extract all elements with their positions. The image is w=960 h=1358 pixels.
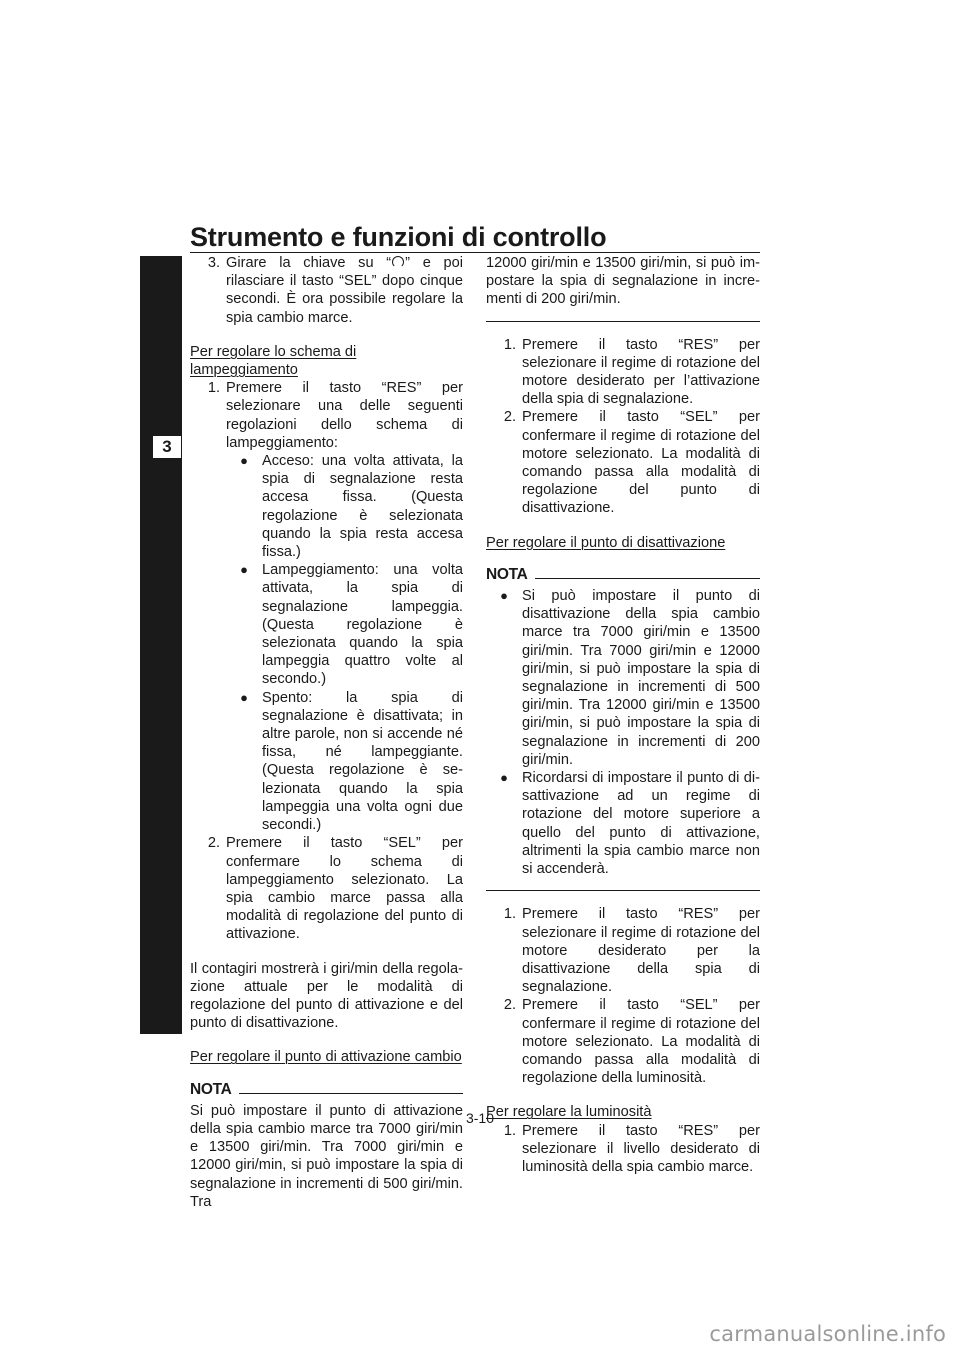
list-item <box>226 452 463 561</box>
pattern-step-1 <box>190 379 463 452</box>
bullet-icon: ● <box>500 588 508 604</box>
title-rule <box>190 252 760 253</box>
bullet-text: Acceso: una volta attivata, la spia di segnalazione resta accesa fissa. (Questa regolazione è selezionata quando la spia resta accesa fissa.) <box>262 453 463 561</box>
nota-header <box>190 1081 463 1099</box>
right-column <box>486 254 760 1176</box>
bullet-icon: ● <box>240 689 248 705</box>
watermark[interactable]: carmanualsonline.info <box>709 1322 946 1346</box>
left-column <box>190 254 463 1211</box>
heading-brightness: Per regolare la luminosità <box>486 1104 652 1121</box>
brightness-step-1 <box>486 1122 760 1177</box>
nota-rule <box>239 1093 463 1094</box>
step-number: 1. <box>503 336 516 353</box>
key-on-position-icon <box>392 256 404 268</box>
deactivation-step-1 <box>486 905 760 996</box>
step-text: Premere il tasto “RES” per selezionare il regime di rotazione del motore desiderato per l’attivazione della spia di segnalazione. <box>522 336 760 408</box>
nota-end-rule <box>486 890 760 891</box>
page-title: Strumento e funzioni di controllo <box>190 222 607 252</box>
step-text: Premere il tasto “SEL” per confermare lo schema di lampeggiamento selezionato. La spia cambio marce passa alla modalità di regolazione del punto di attivazione. <box>226 835 463 943</box>
bullet-icon: ● <box>240 562 248 578</box>
step-text: Premere il tasto “SEL” per confermare il regime di rotazione del motore selezionato. La modalità di comando passa alla modalità di regolazione del punto di disattivazione. <box>522 409 760 517</box>
list-item <box>486 587 760 769</box>
step-text: Premere il tasto “SEL” per confermare il regime di rotazione del motore selezionato. La modalità di comando passa alla modalità di regolazione della luminosità. <box>522 997 760 1087</box>
nota-text: Si può impostare il punto di attivazione della spia cambio marce tra 7000 giri/min e 13500 giri/min. Tra 7000 giri/min e 12000 giri/min, si può impostare la spia di segnalazione in incrementi di 500 giri/min. Tra <box>190 1102 463 1210</box>
nota-text-continued: 12000 giri/min e 13500 giri/min, si può impostare la spia di segnalazione in incrementi di 200 giri/min. <box>486 255 760 308</box>
activation-step-2 <box>486 408 760 517</box>
heading-activation-point: Per regolare il punto di attivazione cambio <box>190 1049 462 1066</box>
step-number: 3. <box>207 255 220 271</box>
step-text: Premere il tasto “RES” per selezionare una delle seguenti regolazioni dello schema di lampeggiamento: <box>226 380 463 451</box>
heading-flash-pattern: Per regolare lo schema di lampeggiamento <box>190 343 357 379</box>
list-item <box>226 689 463 835</box>
nota-bullet-list <box>486 587 760 878</box>
page-number: 3-10 <box>465 1110 495 1126</box>
activation-step-1 <box>486 336 760 409</box>
step-number: 2. <box>503 997 516 1014</box>
chapter-tab <box>140 256 182 1034</box>
bullet-text: Ricordarsi di impostare il punto di disattivazione ad un regime di rotazione del motore superiore a quello del punto di attivazione, altrimenti la spia cambio marce non si accenderà. <box>522 770 760 878</box>
deactivation-step-2 <box>486 996 760 1087</box>
step-number: 2. <box>503 409 516 426</box>
list-item <box>226 561 463 688</box>
list-item <box>486 769 760 878</box>
bullet-icon: ● <box>240 453 248 469</box>
step-3 <box>190 254 463 327</box>
step-text-part: Girare la chiave su “ <box>226 255 392 271</box>
step-number: 1. <box>503 906 516 923</box>
nota-header <box>486 566 760 584</box>
step-number: 2. <box>207 835 220 852</box>
step-text: Premere il tasto “RES” per selezionare il regime di rotazione del motore desiderato per la disattivazione della spia di segnalazione. <box>522 906 760 996</box>
step-text: Premere il tasto “RES” per selezionare il livello desiderato di luminosità della spia cambio marce. <box>522 1122 760 1175</box>
nota-rule <box>535 578 760 579</box>
bullet-text: Si può impostare il punto di disattivazione della spia cambio marce tra 7000 giri/min e 13500 giri/min. Tra 7000 giri/min e 12000 giri/min, si può impostare la spia di segnalazione in incrementi di 500 giri/min. Tra 12000 giri/min e 13500 giri/min, si può impostare la spia di segnalazione in incrementi di 200 giri/min. <box>522 588 760 768</box>
nota-label: NOTA <box>486 565 528 583</box>
step-number: 1. <box>503 1122 516 1139</box>
step-text <box>226 254 463 327</box>
nota-label: NOTA <box>190 1080 232 1098</box>
body-paragraph: Il contagiri mostrerà i giri/min della regolazione attuale per le modalità di regolazione del punto di attivazione e del punto di disattivazione. <box>190 960 463 1032</box>
bullet-icon: ● <box>500 770 508 786</box>
step-text-part: ” e poi rilasciare il tasto “SEL” dopo cinque secondi. È ora possibile regolare la spia cambio marce. <box>226 255 463 326</box>
pattern-bullet-list <box>226 452 463 834</box>
step-number: 1. <box>207 380 220 397</box>
heading-deactivation-point: Per regolare il punto di disattivazione <box>486 534 726 551</box>
bullet-text: Spento: la spia di segnalazione è disattivata; in altre parole, non si accende né fissa, né lampeggiante. (Questa regolazione è selezionata quando la spia lampeggia una volta ogni due secondi.) <box>262 689 463 834</box>
nota-end-rule <box>486 321 760 322</box>
pattern-step-2 <box>190 834 463 943</box>
chapter-number: 3 <box>153 436 181 458</box>
bullet-text: Lampeggiamento: una volta attivata, la spia di segnalazione lampeggia. (Questa regolazione è selezionata quando la spia lampeggia quattro volte al secondo.) <box>262 562 463 688</box>
